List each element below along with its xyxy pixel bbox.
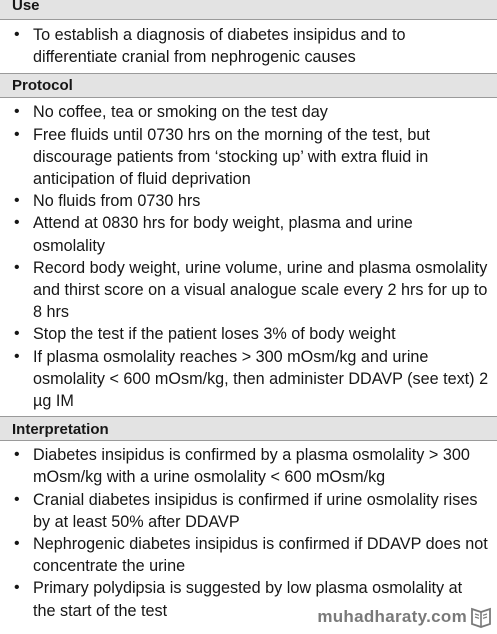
list-item: • Record body weight, urine volume, urine and plasma osmolality and thirst score on a visual analogue scale every 2 hrs for up to 8 hrs	[14, 258, 488, 322]
protocol-list	[0, 98, 497, 416]
bullet-icon: •	[14, 490, 20, 508]
bullet-icon: •	[14, 579, 20, 597]
watermark-text: muhadharaty.com	[317, 607, 467, 626]
list-item: • Stop the test if the patient loses 3% of body weight	[33, 323, 489, 345]
bullet-icon: •	[14, 446, 20, 464]
bullet-icon: •	[14, 192, 20, 210]
section-header-interpretation: Interpretation	[0, 416, 497, 441]
list-item: • Free fluids until 0730 hrs on the morning of the test, but discourage patients from ‘stocking up’ with extra fluid in anticipation of fluid deprivation	[14, 125, 430, 189]
list-item: • No coffee, tea or smoking on the test day	[33, 101, 489, 123]
list-item: • No fluids from 0730 hrs	[33, 190, 489, 212]
list-item: • Cranial diabetes insipidus is confirmed if urine osmolality rises by at least 50% after DDAVP	[14, 490, 478, 531]
bullet-icon: •	[14, 347, 20, 365]
interpretation-list	[0, 441, 497, 626]
list-item: • Nephrogenic diabetes insipidus is confirmed if DDAVP does not concentrate the urine	[14, 535, 488, 576]
bullet-icon: •	[14, 103, 20, 121]
watermark	[317, 606, 493, 628]
book-page-icon	[469, 606, 493, 628]
use-list	[0, 20, 497, 73]
bullet-icon: •	[14, 26, 20, 43]
list-item: • Attend at 0830 hrs for body weight, plasma and urine osmolality	[14, 214, 413, 255]
list-item: • To establish a diagnosis of diabetes insipidus and to differentiate cranial from nephrogenic causes	[14, 26, 406, 67]
list-item: • Diabetes insipidus is confirmed by a plasma osmolality > 300 mOsm/kg with a urine osmolality < 600 mOsm/kg	[14, 446, 470, 487]
bullet-icon: •	[14, 125, 20, 143]
list-item: • If plasma osmolality reaches > 300 mOsm/kg and urine osmolality < 600 mOsm/kg, then administer DDAVP (see text) 2 µg IM	[14, 347, 489, 411]
bullet-icon: •	[14, 214, 20, 232]
bullet-icon: •	[14, 325, 20, 343]
bullet-icon: •	[14, 258, 20, 276]
bullet-icon: •	[14, 535, 20, 553]
section-header-use: Use	[0, 0, 497, 20]
list-item: • Primary polydipsia is suggested by low plasma osmolality at the start of the test	[14, 579, 463, 620]
section-header-protocol: Protocol	[0, 73, 497, 98]
